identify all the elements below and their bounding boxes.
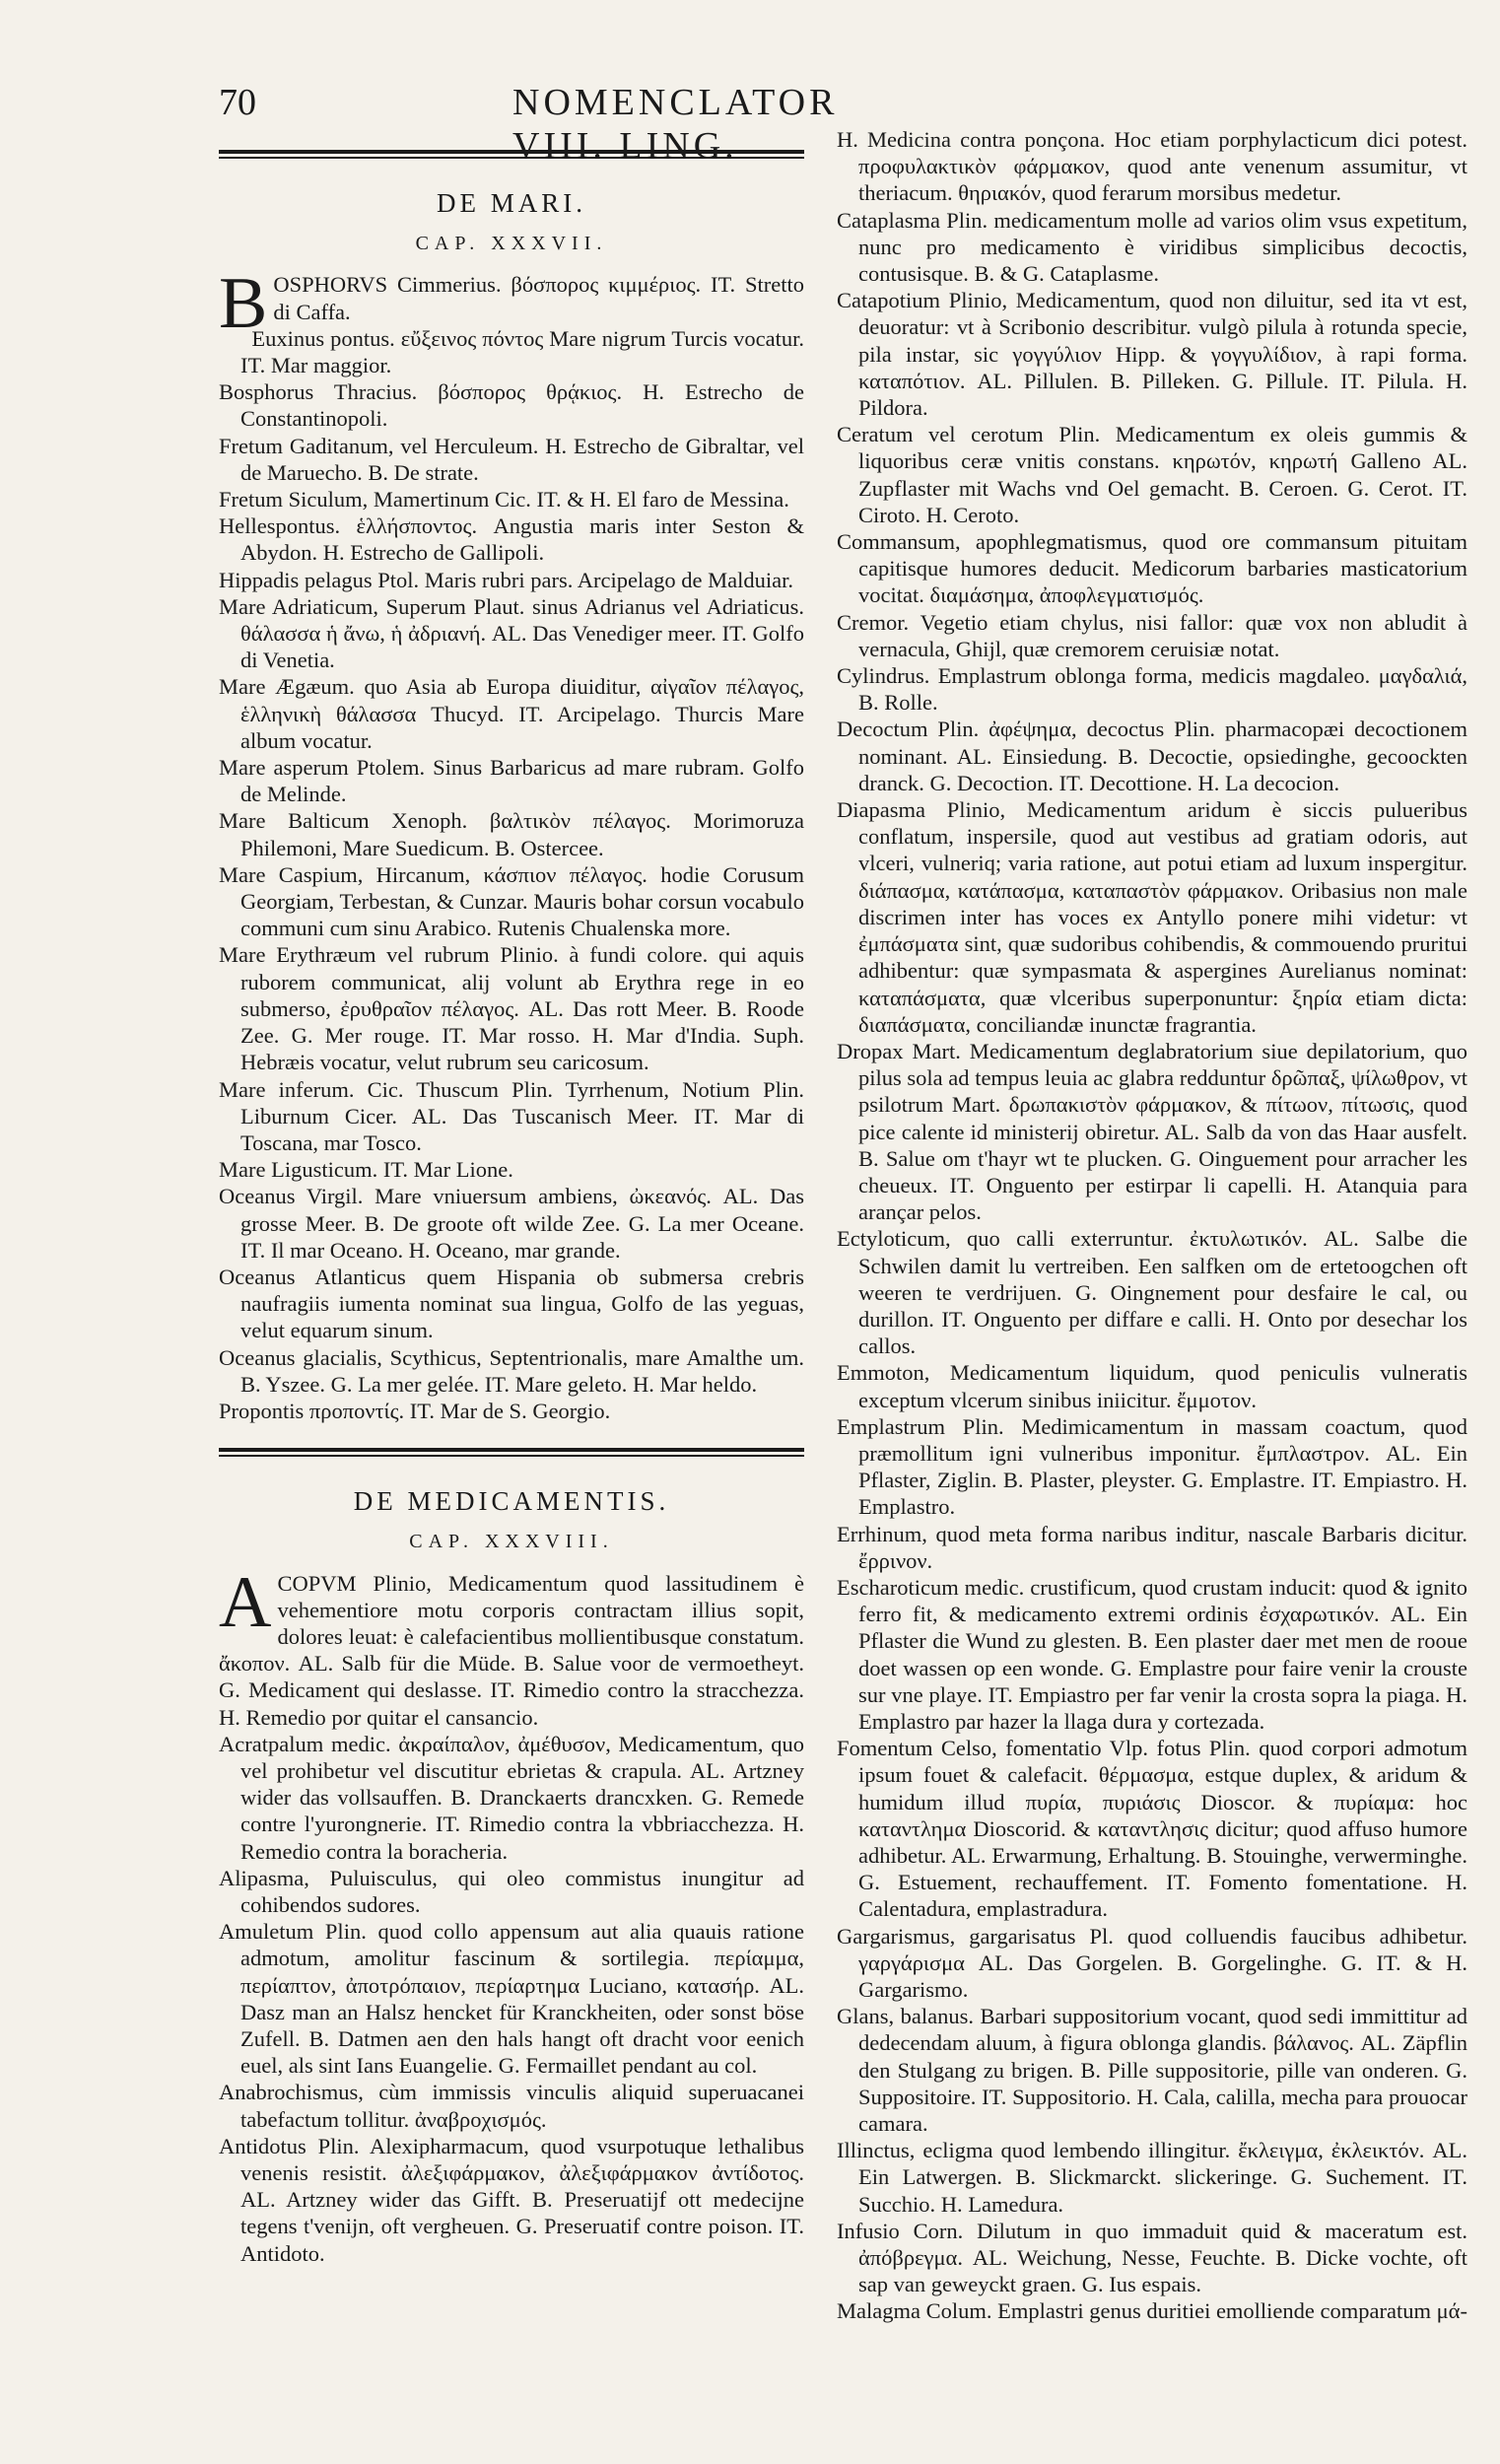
dictionary-entry: H. Medicina contra ponçona. Hoc etiam porphylacticum dici potest. προφυλακτικὸν φάρμακον, quod ante venenum assumitur, vt theriacum. θηριακόν, quod ferarum morsibus medetur.: [837, 127, 1467, 206]
dictionary-entry: Emmoton, Medicamentum liquidum, quod peniculis vulneratis exceptum vlcerum sinibus iniicitur. ἔμμοτον.: [837, 1360, 1467, 1412]
dictionary-entry: Mare Balticum Xenoph. βαλτικὸν πέλαγος. Morimoruza Philemoni, Mare Suedicum. B. Ostercee.: [219, 808, 804, 860]
section-rule: [219, 1448, 804, 1452]
dictionary-entry: Cataplasma Plin. medicamentum molle ad varios olim vsus expetitum, nunc pro medicamento è viridibus simplicibus decoctis, contusisque. B. & G. Cataplasme.: [837, 207, 1467, 287]
left-column: [219, 126, 804, 2267]
dictionary-entry: Illinctus, ecligma quod lembendo illingitur. ἔκλειγμα, ἐκλεικτόν. AL. Ein Latwergen. B. Slickmarckt. slickeringe. G. Suchement. IT. Succhio. H. Lamedura.: [837, 2138, 1467, 2217]
dictionary-entry: Mare Ægæum. quo Asia ab Europa diuiditur, αἰγαῖον πέλαγος, ἑλληνικὴ θάλασσα Thucyd. IT. Arcipelago. Thurcis Mare album vocatur.: [219, 674, 804, 753]
dictionary-entry: Emplastrum Plin. Medimicamentum in massam coactum, quod præmollitum igni vulneribus imponitur. ἔμπλαστρον. AL. Ein Pflaster, Ziglin. B. Plaster, pleyster. G. Emplastre. IT. Empiastro. H. Emplastro.: [837, 1413, 1467, 1520]
dictionary-entry: Diapasma Plinio, Medicamentum aridum è siccis pulueribus conflatum, inspersile, quod aut vestibus ad gratiam odoris, aut vlceri, vulneriq; varia ratione, aut potui etiam ad luxum inspergitur. διάπασμα, κατάπασμα, καταπαστὸν φάρμακον. Oribasius non male discrimen inter has voces ex Antyllo ponere mihi videtur: vt ἐμπάσματα sint, quæ sudoribus cohibendis, & commouendo pruritui adhibentur: quæ sympasmata & aspergines Aurelianus nominat: καταπάσματα, quæ vlceribus superponuntur: ξηρία etiam dicta: διαπάσματα, conciliandæ inunctæ fragrantia.: [837, 797, 1467, 1037]
dictionary-entry: Mare inferum. Cic. Thuscum Plin. Tyrrhenum, Notium Plin. Liburnum Cicer. AL. Das Tuscanisch Meer. IT. Mar di Toscana, mar Tosco.: [219, 1076, 804, 1155]
running-head: NOMENCLATOR VIII. LING.: [512, 82, 839, 167]
dictionary-entry: Mare Erythræum vel rubrum Plinio. à fundi colore. qui aquis ruborem communicat, alij volunt ab Erythra rege in eo submerso, ἐρυθραῖον πέλαγος. AL. Das rott Meer. B. Roode Zee. G. Mer rouge. IT. Mar rosso. H. Mar d'India. Suph. Hebræis vocatur, velut rubrum seu caricosum.: [219, 942, 804, 1075]
dictionary-entry: Fomentum Celso, fomentatio Vlp. fotus Plin. quod corpori admotum ipsum fouet & calefacit. θέρμασμα, estque duplex, & aridum & humidum illud πυρία, πυριάσις Dioscor. & πυρίαμα: hoc καταντλημα Dioscorid. & καταντλησις dicitur; quod affuso humore adhibetur. AL. Erwarmung, Erhaltung. B. Stouinghe, verwerminghe. G. Estuement, rechauffement. IT. Fomento fomentatione. H. Calentadura, emplastradura.: [837, 1736, 1467, 1922]
right-column: [837, 126, 1467, 2325]
dictionary-entry: Escharoticum medic. crustificum, quod crustam inducit: quod & ignito ferro fit, & medicamento extremi ordinis ἐσχαρωτικόν. AL. Ein Pflaster die Wund zu glesten. B. Een plaster daer met men de rooue doet wassen op een wonde. G. Emplastre pour faire venir la crouste sur vne playe. IT. Empiastro per far venir la crosta sopra la piaga. H. Emplastro par hazer la llaga dura y cortezada.: [837, 1574, 1467, 1734]
dictionary-entry: Antidotus Plin. Alexipharmacum, quod vsurpotuque lethalibus venenis resistit. ἀλεξιφάρμακον, ἀλεξιφάρμακον ἀντίδοτος. AL. Artzney wider das Gifft. B. Preseruatijf ott medecijne tegens t'venijn, oft vergheuen. G. Preseruatif contre poison. IT. Antidoto.: [219, 2133, 804, 2266]
entry-text: OSPHORVS Cimmerius. βόσπορος κιμμέριος. IT. Stretto di Caffa.: [273, 272, 804, 324]
dictionary-entry: Oceanus glacialis, Scythicus, Septentrionalis, mare Amalthe um. B. Yszee. G. La mer gelée. IT. Mare geleto. H. Mar heldo.: [219, 1344, 804, 1397]
dictionary-entry: Bosphorus Thracius. βόσπορος θρᾴκιος. H. Estrecho de Constantinopoli.: [219, 379, 804, 432]
page-header: [0, 71, 839, 167]
chapter-heading: CAP. XXXVIII.: [409, 1531, 614, 1553]
dictionary-entry: Propontis προποντίς. IT. Mar de S. Georgio.: [219, 1398, 611, 1423]
chapter-heading: CAP. XXXVII.: [415, 233, 608, 255]
dictionary-entry: Mare Adriaticum, Superum Plaut. sinus Adrianus vel Adriaticus. θάλασσα ἡ ἄνω, ἡ ἀδριανή. AL. Das Venediger meer. IT. Golfo di Venetia.: [219, 593, 804, 673]
entry-text: COPVM Plinio, Medicamentum quod lassitudinem è vehementiore motu corporis contractam illius sopit, dolores leuat: è calefacientibus mollientibusque constatum. ἄκοπον. AL. Salb für die Müde. B. Salue voor de vermoetheyt. G. Medicament qui deslasse. IT. Rimedio contro la stracchezza. H. Remedio por quitar el cansancio.: [219, 1570, 804, 1730]
dictionary-entry: Acratpalum medic. ἀκραίπαλον, ἀμέθυσον, Medicamentum, quo vel prohibetur vel discutitur ebrietas & crapula. AL. Artzney wider das vollsauffen. B. Dranckaerts drancxken. G. Remede contre l'yurongnerie. IT. Rimedio contra la vbbriacchezza. H. Remedio contra la boracheria.: [219, 1731, 804, 1864]
dictionary-entry: Euxinus pontus. εὔξεινος πόντος Mare nigrum Turcis vocatur. IT. Mar maggior.: [240, 325, 804, 378]
section-title-de-medicamentis: DE MEDICAMENTIS.: [353, 1486, 670, 1517]
dictionary-entry: Oceanus Virgil. Mare vniuersum ambiens, ὠκεανός. AL. Das grosse Meer. B. De groote oft wilde Zee. G. La mer Oceane. IT. Il mar Oceano. H. Oceano, mar grande.: [219, 1184, 804, 1263]
dictionary-entry: Catapotium Plinio, Medicamentum, quod non diluitur, sed ita vt est, deuoratur: vt à Scribonio describitur. vulgò pilula à rotunda specie, pila instar, sic γογγύλιον Hipp. & γογγυλίδιον, à rapi forma. καταπότιον. AL. Pillulen. B. Pilleken. G. Pillule. IT. Pilula. H. Pildora.: [837, 288, 1467, 421]
dictionary-entry: Glans, balanus. Barbari suppositorium vocant, quod sedi immittitur ad dedecendam aluum, à figura oblonga glandis. βάλανος. AL. Zäpflin den Stulgang zu brigen. B. Pille suppositorie, pille van onderen. G. Suppositoire. IT. Suppositorio. H. Cala, calilla, mecha para prouocar camara.: [837, 2004, 1467, 2137]
dictionary-entry: Dropax Mart. Medicamentum deglabratorium siue depilatorium, quo pilus sola ad tempus leuia ac glabra redduntur δρῶπαξ, ψίλωθρον, vt psilotrum Mart. δρωπακιστὸν φάρμακον, & πίτωον, πίτωσις, quod pice calente id ministerij obiretur. AL. Salb da von das Haar ausfelt. B. Salue om t'hayr wt te plucken. G. Oinguement pour arracher les cheueux. IT. Onguento per estirpar li capelli. H. Atanquia para arançar pelos.: [837, 1038, 1467, 1225]
dictionary-entry: Errhinum, quod meta forma naribus inditur, nascale Barbaris dicitur. ἔρρινον.: [837, 1521, 1467, 1573]
section-rule-thin: [219, 1455, 804, 1457]
drop-cap: A: [219, 1561, 272, 1643]
dictionary-entry: Decoctum Plin. ἀφέψημα, decoctus Plin. pharmacopæi decoctionem nominant. AL. Einsiedung. B. Decoctie, opsiedinghe, gecoockten dranck. G. Decoction. IT. Decottione. H. La decocion.: [837, 717, 1467, 795]
dictionary-entry: Amuletum Plin. quod collo appensum aut alia quauis ratione admotum, amolitur fascinum & sortilegia. περίαμμα, περίαπτον, ἀποτρόπαιον, περίαρτημα Luciano, κατασήρ. AL. Dasz man an Halsz hencket für Kranckheiten, oder sonst böse Zufell. B. Datmen aen den hals hangt oft dracht voor eenich euel, als sint Ians Euangelie. G. Fermaillet pendant au col.: [219, 1919, 804, 2079]
dictionary-entry: Fretum Siculum, Mamertinum Cic. IT. & H. El faro de Messina.: [219, 487, 789, 513]
dictionary-entry: Alipasma, Puluisculus, qui oleo commistus inungitur ad cohibendos sudores.: [219, 1865, 804, 1917]
dictionary-entry: Mare Ligusticum. IT. Mar Lione.: [219, 1157, 513, 1183]
section-rule: [219, 150, 804, 154]
dictionary-entry: Oceanus Atlanticus quem Hispania ob submersa crebris naufragiis iumenta nominat sua lingua, Golfo de las yeguas, velut equarum sinum.: [219, 1264, 804, 1343]
dictionary-entry: Anabrochismus, cùm immissis vinculis aliquid superuacanei tabefactum tollitur. ἀναβροχισμός.: [219, 2080, 804, 2132]
page-number: 70: [219, 82, 256, 123]
dictionary-entry: Commansum, apophlegmatismus, quod ore commansum pituitam capitisque humores deducit. Medicorum barbaries masticatorium vocitat. διαμάσημα, ἀποφλεγματισμός.: [837, 529, 1467, 608]
dictionary-entry: Malagma Colum. Emplastri genus duritiei emolliende comparatum μά-: [837, 2298, 1467, 2324]
dictionary-entry: Hippadis pelagus Ptol. Maris rubri pars. Arcipelago de Malduiar.: [219, 567, 794, 592]
dictionary-entry: Cylindrus. Emplastrum oblonga forma, medicis magdaleo. μαγδαλιά, B. Rolle.: [837, 663, 1467, 716]
drop-cap: B: [219, 263, 268, 345]
dictionary-entry: Gargarismus, gargarisatus Pl. quod colluendis faucibus adhibetur. γαργάρισμα AL. Das Gorgelen. B. Gorgelinghe. G. IT. & H. Gargarismo.: [837, 1923, 1467, 2003]
section-title-de-mari: DE MARI.: [437, 188, 586, 218]
dictionary-entry: Ceratum vel cerotum Plin. Medicamentum ex oleis gummis & liquoribus ceræ vnitis constans. κηρωτόν, κηρωτή Galleno AL. Zupflaster mit Wachs vnd Oel gemacht. B. Ceroen. G. Cerot. IT. Ciroto. H. Ceroto.: [837, 422, 1467, 527]
section-rule-thin: [219, 157, 804, 159]
dictionary-entry: [219, 263, 804, 345]
dictionary-entry: Fretum Gaditanum, vel Herculeum. H. Estrecho de Gibraltar, vel de Maruecho. B. De strate.: [219, 433, 804, 485]
dictionary-entry: Hellespontus. ἑλλήσποντος. Angustia maris inter Seston & Abydon. H. Estrecho de Gallipoli.: [219, 513, 804, 566]
dictionary-entry: Cremor. Vegetio etiam chylus, nisi fallor: quæ vox non abludit à vernacula, Ghijl, quæ cremorem ceruisiæ notat.: [837, 609, 1467, 661]
dictionary-entry: Mare asperum Ptolem. Sinus Barbaricus ad mare rubram. Golfo de Melinde.: [219, 755, 804, 807]
dictionary-entry: Infusio Corn. Dilutum in quo immaduit quid & maceratum est. ἀπόβρεγμα. AL. Weichung, Nesse, Feuchte. B. Dicke vochte, oft sap van geweyckt graen. G. Ius espais.: [837, 2218, 1467, 2297]
dictionary-entry: [219, 1561, 804, 1731]
dictionary-entry: Mare Caspium, Hircanum, κάσπιον πέλαγος. hodie Corusum Georgiam, Terbestan, & Cunzar. Mauris bohar corsun vocabulo communi cum sinu Arabico. Rutenis Chualenska more.: [219, 861, 804, 941]
dictionary-entry: Ectyloticum, quo calli exterruntur. ἐκτυλωτικόν. AL. Salbe die Schwilen damit lu vertreiben. Een salfken om de ertetoogchen oft weeren te verdrijuen. G. Oingnement pour desfaire le cal, ou durillon. IT. Onguento per diffare e calli. H. Onto por desechar los callos.: [837, 1226, 1467, 1359]
